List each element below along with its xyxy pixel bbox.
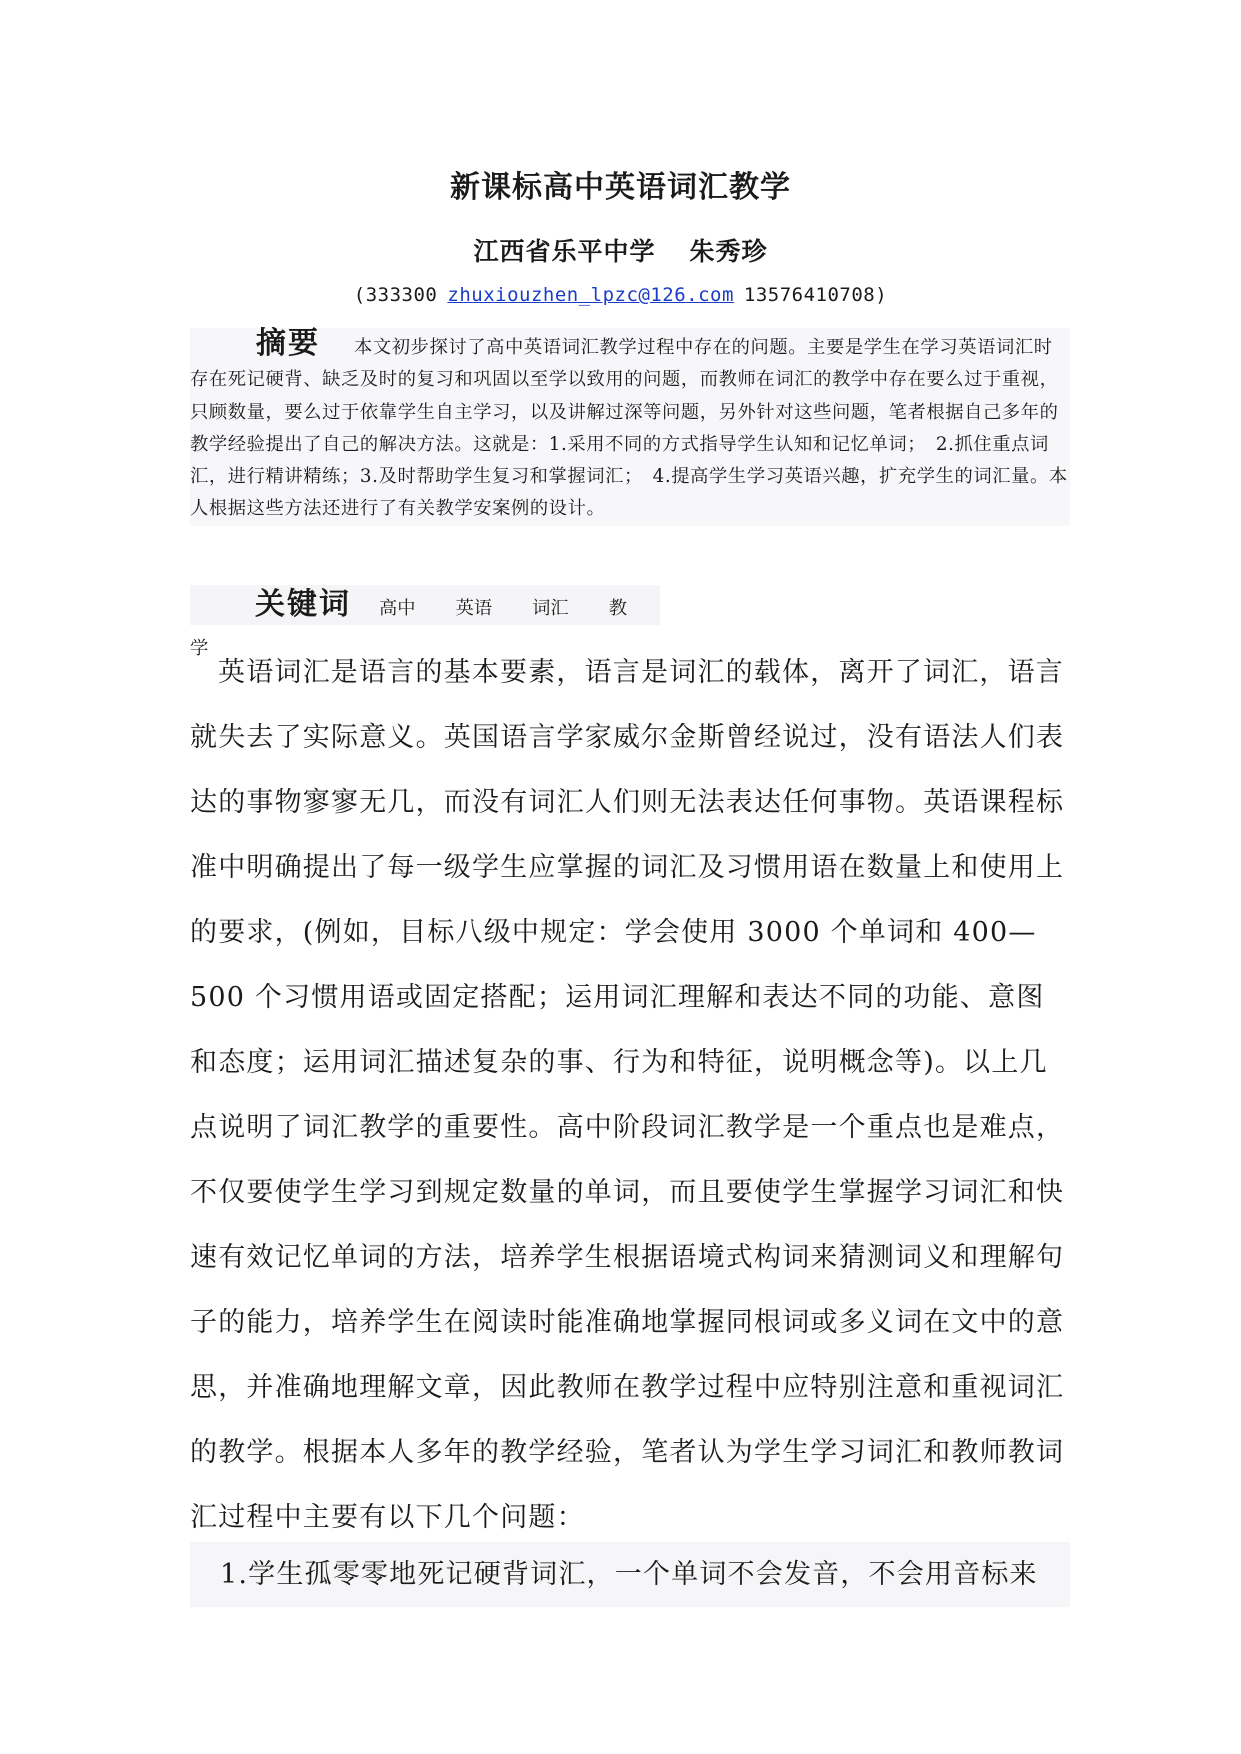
phone-number: 13576410708): [743, 284, 888, 306]
keywords-section: [190, 585, 660, 659]
document-title: 新课标高中英语词汇教学: [450, 170, 791, 205]
keywords-heading: 关键词: [255, 587, 351, 622]
keyword: 教学: [190, 598, 627, 659]
body-text: [190, 640, 1070, 1550]
author-line: [0, 232, 1241, 268]
author-school: 江西省乐平中学: [473, 237, 656, 266]
abstract-text: 本文初步探讨了高中英语词汇教学过程中存在的问题。主要是学生在学习英语词汇时存在死记硬背、缺乏及时的复习和巩固以至学以致用的问题，而教师在词汇的教学中存在要么过于重视，只顾数量，要么过于依靠学生自主学习，以及讲解过深等问题，另外针对这些问题，笔者根据自己多年的教学经验提出了自己的解决方法。这就是：1.采用不同的方式指导学生认知和记忆单词； 2.抓住重点词汇，进行精讲精练；3.及时帮助学生复习和掌握词汇； 4.提高学生学习英语兴趣，扩充学生的词汇量。本人根据这些方法还进行了有关教学安案例的设计。: [190, 337, 1068, 520]
keyword: 英语: [455, 598, 493, 619]
postcode: (333300: [353, 284, 438, 306]
abstract-heading: 摘要: [256, 326, 320, 361]
abstract-section: [190, 328, 1070, 526]
list-item-1: 1.学生孤零零地死记硬背词汇，一个单词不会发音，不会用音标来: [190, 1542, 1070, 1607]
body-paragraph: 英语词汇是语言的基本要素，语言是词汇的载体，离开了词汇，语言就失去了实际意义。英国语言学家威尔金斯曾经说过，没有语法人们表达的事物寥寥无几，而没有词汇人们则无法表达任何事物。英语课程标准中明确提出了每一级学生应掌握的词汇及习惯用语在数量上和使用上的要求，(例如，目标八级中规定：学会使用 3000 个单词和 400—500 个习惯用语或固定搭配；运用词汇理解和表达不同的功能、意图和态度；运用词汇描述复杂的事、行为和特征，说明概念等)。以上几点说明了词汇教学的重要性。高中阶段词汇教学是一个重点也是难点，不仅要使学生学习到规定数量的单词，而且要使学生掌握学习词汇和快速有效记忆单词的方法，培养学生根据语境式构词来猜测词义和理解句子的能力，培养学生在阅读时能准确地掌握同根词或多义词在文中的意思，并准确地理解文章，因此教师在教学过程中应特别注意和重视词汇的教学。根据本人多年的教学经验，笔者认为学生学习词汇和教师教词汇过程中主要有以下几个问题：: [190, 657, 1065, 1533]
author-name: 朱秀珍: [689, 237, 768, 266]
contact-line: [0, 284, 1241, 306]
keyword: 词汇: [532, 598, 569, 619]
keyword: 高中: [379, 598, 416, 619]
email-link[interactable]: zhuxiouzhen_lpzc@126.com: [447, 284, 734, 306]
